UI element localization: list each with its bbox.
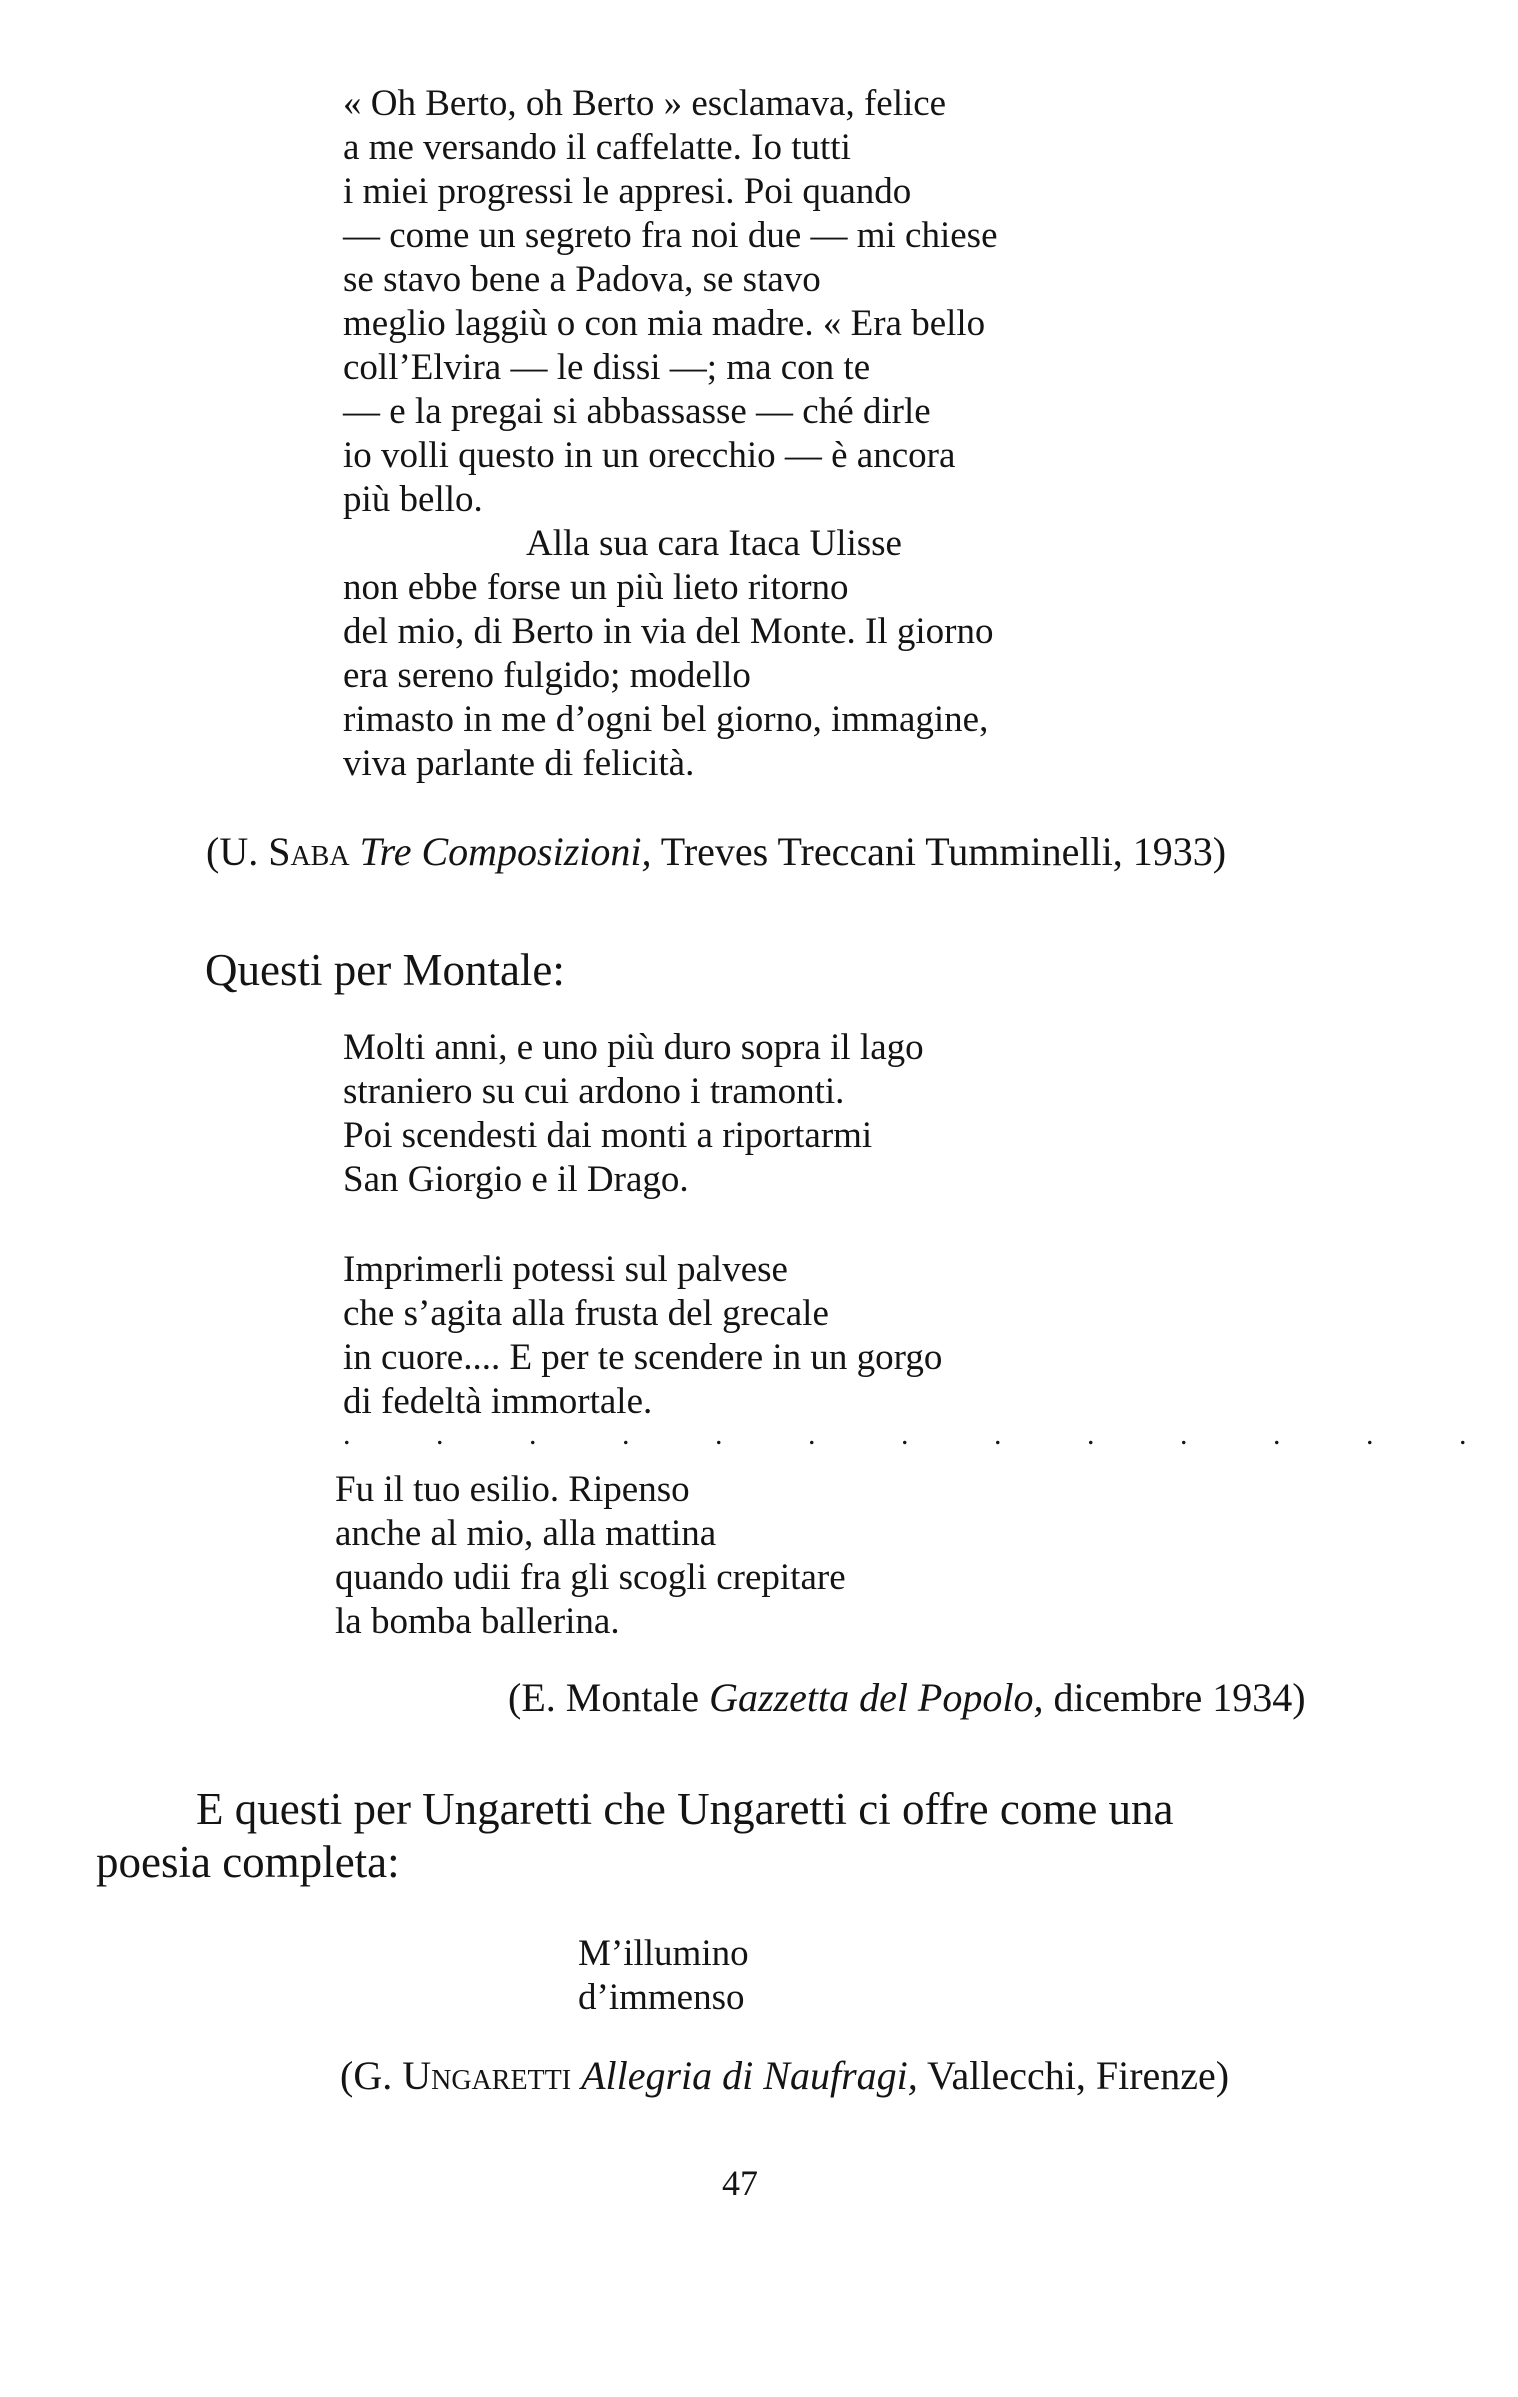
poem-line: che s’agita alla frusta del grecale — [343, 1293, 829, 1334]
poem-line: i miei progressi le appresi. Poi quando — [343, 171, 912, 212]
ungaretti-citation — [340, 2052, 1229, 2099]
poem-line: M’illumino — [578, 1933, 749, 1974]
prose-line: poesia completa: — [96, 1837, 400, 1887]
poem-line: — e la pregai si abbassasse — ché dirle — [343, 391, 931, 432]
poem-line: Imprimerli potessi sul palvese — [343, 1249, 788, 1290]
saba-citation — [206, 828, 1226, 875]
poem-line: — come un segreto fra noi due — mi chiese — [343, 215, 998, 256]
citation-title: Allegria di Naufragi, — [581, 2053, 918, 2098]
saba-poem-stanza-1 — [343, 82, 998, 522]
montale-poem-stanza-1 — [343, 1026, 924, 1202]
poem-line: se stavo bene a Padova, se stavo — [343, 259, 821, 300]
poem-line: del mio, di Berto in via del Monte. Il giorno — [343, 611, 994, 652]
poem-line: quando udii fra gli scogli crepitare — [335, 1557, 846, 1598]
prose-line: E questi per Ungaretti che Ungaretti ci offre come una — [196, 1784, 1174, 1834]
poem-line: d’immenso — [578, 1977, 745, 2018]
citation-date: dicembre 1934) — [1043, 1675, 1306, 1720]
poem-line: « Oh Berto, oh Berto » esclamava, felice — [343, 83, 947, 124]
poem-line: Alla sua cara Itaca Ulisse — [526, 523, 902, 564]
poem-line: a me versando il caffelatte. Io tutti — [343, 127, 851, 168]
citation-open: (U. — [206, 829, 269, 874]
montale-poem-stanza-3 — [335, 1468, 846, 1644]
poem-line: in cuore.... E per te scendere in un gorgo — [343, 1337, 943, 1378]
poem-line: Poi scendesti dai monti a riportarmi — [343, 1115, 873, 1156]
poem-line: coll’Elvira — le dissi —; ma con te — [343, 347, 871, 388]
ellipsis-separator: . . . . . . . . . . . . . — [343, 1418, 1506, 1451]
citation-publisher: Vallecchi, Firenze) — [917, 2053, 1230, 2098]
citation-title: Tre Composizioni, — [359, 829, 652, 874]
poem-line: la bomba ballerina. — [335, 1601, 620, 1642]
ungaretti-intro — [96, 1783, 1174, 1889]
poem-line: più bello. — [343, 479, 483, 520]
poem-line: Molti anni, e uno più duro sopra il lago — [343, 1027, 924, 1068]
citation-title: Gazzetta del Popolo, — [709, 1675, 1044, 1720]
poem-line: anche al mio, alla mattina — [335, 1513, 717, 1554]
montale-citation — [508, 1674, 1306, 1721]
citation-publisher: Treves Treccani Tumminelli, 1933) — [651, 829, 1227, 874]
citation-author: Saba — [268, 829, 350, 874]
poem-line: non ebbe forse un più lieto ritorno — [343, 567, 849, 608]
poem-line: io volli questo in un orecchio — è ancora — [343, 435, 956, 476]
saba-poem-stanza-2 — [343, 522, 993, 786]
citation-open: (G. — [340, 2053, 403, 2098]
montale-poem-stanza-2 — [343, 1248, 942, 1424]
poem-line: viva parlante di felicità. — [343, 743, 695, 784]
poem-line: rimasto in me d’ogni bel giorno, immagine, — [343, 699, 989, 740]
poem-line: di fedeltà immortale. — [343, 1381, 653, 1422]
montale-intro: Questi per Montale: — [205, 945, 565, 995]
ungaretti-poem — [578, 1932, 749, 2020]
poem-line: San Giorgio e il Drago. — [343, 1159, 689, 1200]
page-number: 47 — [722, 2163, 758, 2203]
poem-line: Fu il tuo esilio. Ripenso — [335, 1469, 690, 1510]
citation-open: (E. Montale — [508, 1675, 710, 1720]
poem-line: meglio laggiù o con mia madre. « Era bello — [343, 303, 986, 344]
poem-line: era sereno fulgido; modello — [343, 655, 751, 696]
poem-line: straniero su cui ardono i tramonti. — [343, 1071, 845, 1112]
citation-author: Ungaretti — [402, 2053, 572, 2098]
